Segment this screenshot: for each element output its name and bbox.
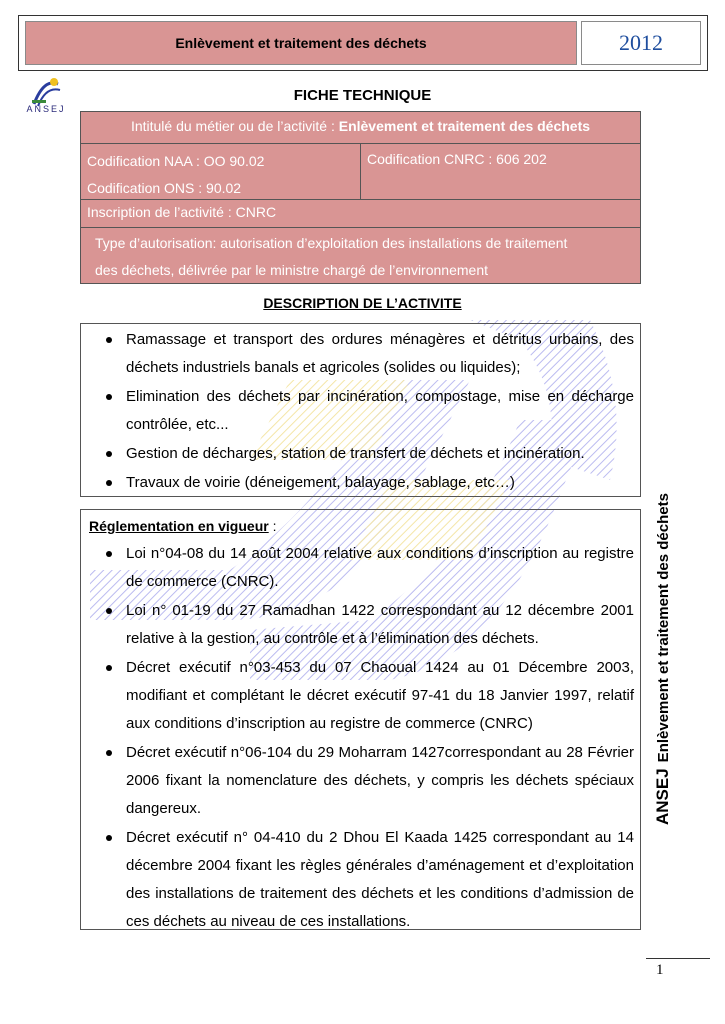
description-list bbox=[81, 326, 634, 497]
intitule-label: Intitulé du métier ou de l’activité : bbox=[130, 118, 339, 134]
type-line-2: des déchets, délivrée par le ministre chargé de l’environnement bbox=[95, 262, 488, 278]
codif-cnrc: Codification CNRC : 606 202 bbox=[367, 151, 547, 167]
list-item: Loi n° 01-19 du 27 Ramadhan 1422 correspondant au 12 décembre 2001 relative à la gestion, au contrôle et à l’élimination des déchets. bbox=[81, 597, 634, 653]
description-title: DESCRIPTION DE L’ACTIVITE bbox=[263, 295, 462, 311]
header-year: 2012 bbox=[581, 21, 701, 65]
codif-ons: Codification ONS : 90.02 bbox=[87, 180, 242, 196]
list-item: Décret exécutif n°06-104 du 29 Moharram 1427correspondant au 28 Février 2006 fixant la nomenclature des déchets, y compris les déchets spéciaux dangereux. bbox=[81, 739, 634, 823]
side-title: Enlèvement et traitement des déchets bbox=[655, 493, 672, 763]
main-title: FICHE TECHNIQUE bbox=[293, 87, 432, 104]
row-codification bbox=[81, 144, 640, 200]
side-brand: ANSEJ bbox=[653, 768, 672, 825]
row-intitule bbox=[81, 112, 640, 144]
reglementation-list bbox=[81, 540, 634, 936]
page-number: 1 bbox=[656, 962, 664, 978]
list-item: Gestion de décharges, station de transfert de déchets et incinération. bbox=[81, 440, 634, 468]
reglementation-heading bbox=[81, 512, 634, 540]
list-item: Travaux de voirie (déneigement, balayage, sablage, etc…) bbox=[81, 469, 634, 497]
codif-naa: Codification NAA : OO 90.02 bbox=[87, 153, 265, 169]
list-item: Loi n°04-08 du 14 août 2004 relative aux conditions d’inscription au registre de commerce (CNRC). bbox=[81, 540, 634, 596]
page-header bbox=[18, 15, 708, 71]
row-type-autorisation bbox=[81, 228, 640, 283]
header-title: Enlèvement et traitement des déchets bbox=[25, 21, 577, 65]
tech-table bbox=[80, 111, 641, 284]
type-line-1: Type d’autorisation: autorisation d’exploitation des installations de traitement bbox=[95, 235, 568, 251]
reglementation-heading-text: Réglementation en vigueur bbox=[89, 518, 269, 534]
logo-text: ANSEJ bbox=[26, 104, 66, 114]
description-box bbox=[80, 323, 641, 497]
row-inscription: Inscription de l’activité : CNRC bbox=[81, 200, 640, 228]
page-number-rule bbox=[646, 958, 710, 959]
codif-left-cell bbox=[81, 144, 361, 199]
reglementation-heading-suffix: : bbox=[268, 518, 277, 534]
reglementation-box bbox=[80, 509, 641, 930]
list-item: Ramassage et transport des ordures ménagères et détritus urbains, des déchets industriels banals et agricoles (solides ou liquides); bbox=[81, 326, 634, 382]
intitule-value: Enlèvement et traitement des déchets bbox=[338, 118, 591, 134]
side-vertical-title bbox=[653, 485, 685, 825]
list-item: Décret exécutif n°03-453 du 07 Chaoual 1424 au 01 Décembre 2003, modifiant et complétant le décret exécutif 97-41 du 18 Janvier 1997, relatif aux conditions d’inscription au registre de commerce (CNRC) bbox=[81, 654, 634, 738]
list-item: Décret exécutif n° 04-410 du 2 Dhou El Kaada 1425 correspondant au 14 décembre 2004 fixant les règles générales d’aménagement et d’exploitation des installations de traitement des déchets et les conditions d’admission de ces déchets au niveau de ces installations. bbox=[81, 824, 634, 936]
list-item: Elimination des déchets par incinération, compostage, mise en décharge contrôlée, etc... bbox=[81, 383, 634, 439]
